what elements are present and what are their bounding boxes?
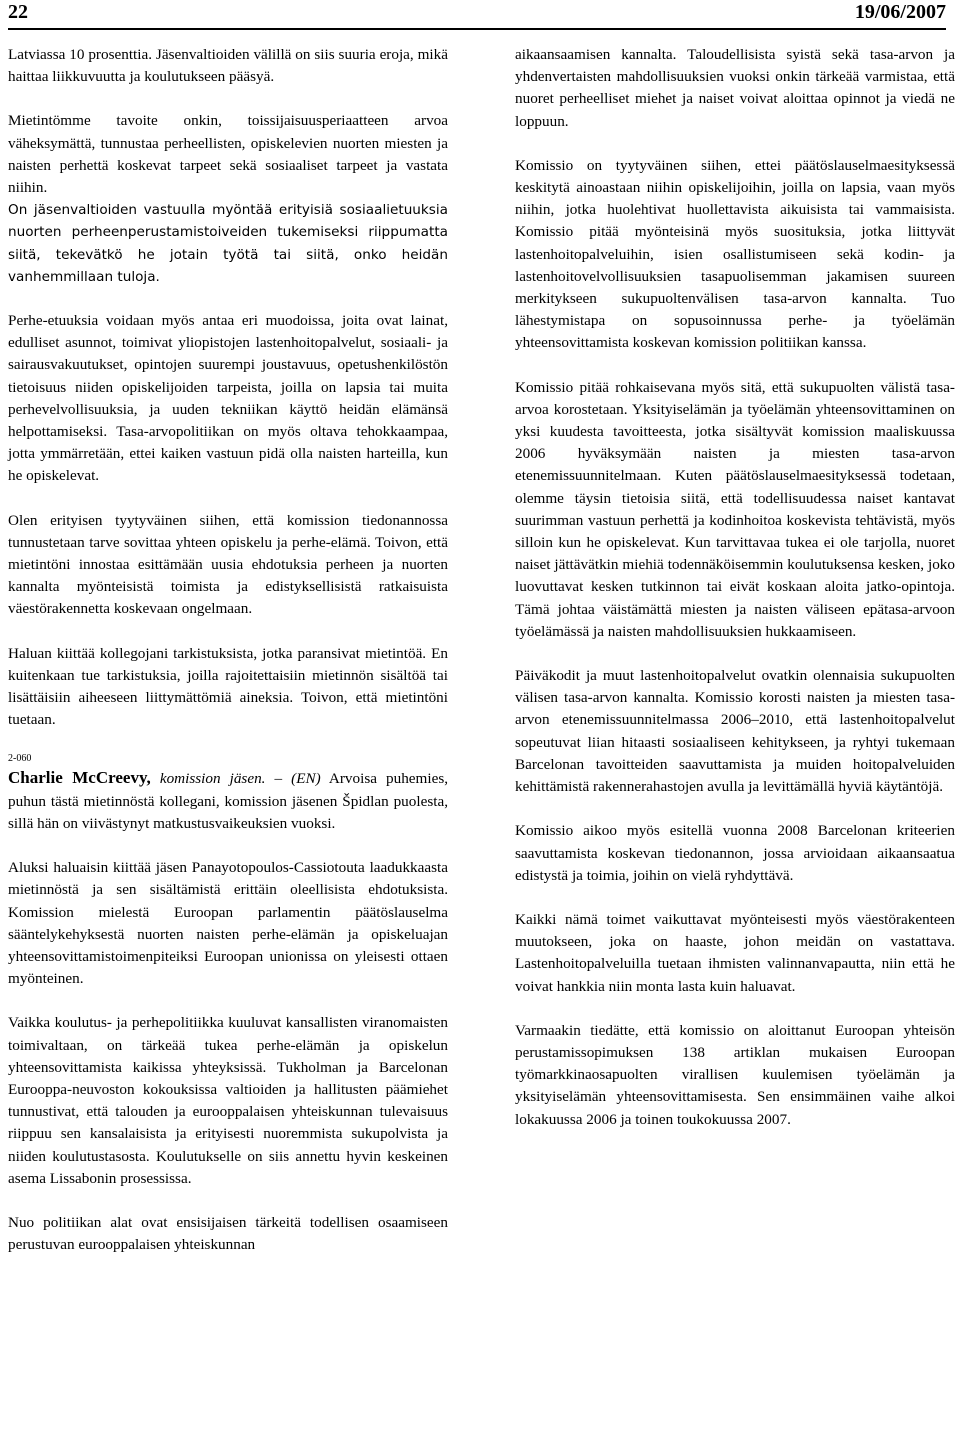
paragraph-part: Arvoisa puhemies, puhun tästä mietinnöstä kollegani, komission jäsenen Špidlan puolesta, sillä hän on viivästynyt matkustusvaikeuksien vuoksi. (8, 770, 449, 832)
paragraph: Kaikki nämä toimet vaikuttavat myönteisesti myös väestörakenteen muutokseen, joka on haaste, johon meidän on vastattava. Lastenhoitopalveluilla tuetaan ihmisten valinnanvapautta, niin että he voivat hankkia niin monta lasta kuin haluavat. (515, 910, 955, 995)
paragraph: Komissio aikoo myös esitellä vuonna 2008 Barcelonan kriteerien saavuttamista koskevan tiedonannon, jossa arvioidaan aikaansaatua edistystä ja toimia, joihin on vielä ryhdyttävä. (515, 822, 955, 884)
page-date: 19/06/2007 (854, 1, 946, 23)
paragraph: Varmaakin tiedätte, että komissio on aloittanut Euroopan yhteisön perustamissopimuksen 138 artiklan mukaisen Euroopan työmarkkinaosapuolten virallisen kuulemisen työelämän ja yksityiselämän yhteensovittamisesta. Sen ensimmäinen vaihe alkoi lokakuussa 2006 ja toinen toukokuussa 2007. (515, 1021, 955, 1128)
paragraph: Aluksi haluaisin kiittää jäsen Panayotopoulos-Cassiotouta laadukkaasta mietinnöstä ja sen sisältämistä erittäin oleellisista ehdotuksista. Komission mielestä Euroopan parlamentin päätöslauselma sääntelykehyksestä nuorten naisten perhe-elämän ja opiskeluajan yhteensovittamistoimenpiteiksi Euroopan unionissa on yleisesti ottaen myönteinen. (8, 859, 448, 988)
paragraph (8, 310, 448, 488)
paragraph: aikaansaamisen kannalta. Taloudellisista syistä sekä tasa-arvon ja yhdenvertaisten mahdollisuuksien vuoksi onkin tärkeää varmistaa, että nuoret perheelliset miehet ja naiset voivat aloittaa opinnot ja viedä ne loppuun. (515, 46, 955, 130)
paragraph: Mietintömme tavoite onkin, toissijaisuusperiaatteen arvoa väheksymättä, tunnustaa perheellisten, opiskelevien nuorten miesten ja naisten perhettä koskevat tarpeet sekä sosiaaliset tarpeet ja vastata niihin. (8, 112, 448, 197)
dash: – (265, 770, 292, 788)
paragraph: Haluan kiittää kollegojani tarkistuksista, jotka paransivat mietintöä. En kuitenkaan tue tarkistuksia, joilla rajoitettaisiin mietinnön sisältöä tai lisättäisiin aiheeseen liittymättömiä aineksia. Toivon, että mietintöni tuetaan. (8, 644, 448, 729)
paragraph: Päiväkodit ja muut lastenhoitopalvelut ovatkin olennaisia sukupuolten välisen tasa-arvon kannalta. Komissio korosti naisten ja miesten tasa-arvon etenemissuunnitelmassa 2006–2010, että lastenhoitopalvelut sopeutuvat liian hitaasti sosiaaliseen kehitykseen, ja ryhtyi tukemaan Barcelonan tavoitteiden saavuttamista ja muiden hoitopalveluiden kehittämistä rakennerahastojen avulla ja levittämällä hyviä käytäntöjä. (515, 667, 955, 796)
paragraph (8, 510, 448, 621)
paragraph-part: Tasa-arvopolitiikan on myös oltava tehokkaampaa, jotta ymmärretään, ettei kaiken vastuun pidä olla naisten harteilla, kun he opiskelevat. (8, 423, 449, 485)
paragraph: Vaikka koulutus- ja perhepolitiikka kuuluvat kansallisten viranomaisten toimivaltaan, on tärkeää tukea perhe-elämän ja opiskelun yhteensovittamista kaikissa yhteyksissä. Tukholman ja Barcelonan Eurooppa-neuvoston kokouksissa valtioiden ja hallitusten päämiehet tunnustivat, että talouden ja eurooppalaisen yhteiskunnan tulevaisuus riippuu sen kansalaisista ja erityisesti nuoremmista sukupolvista ja niiden koulutustasosta. Koulutukselle on siis annettu hyvin keskeinen asema Lissabonin prosessissa. (8, 1014, 448, 1187)
speech-paragraph (8, 767, 448, 835)
paragraph: Nuo politiikan alat ovat ensisijaisen tärkeitä todellisen osaamiseen perustuvan eurooppalaisen yhteiskunnan (8, 1213, 448, 1254)
right-column (515, 44, 955, 1153)
paragraph: On jäsenvaltioiden vastuulla myöntää erityisiä sosiaalietuuksia nuorten perheenperustamistoiveiden tukemiseksi riippumatta siitä, tekevätkö he jotain työtä tai siitä, onko heidän vanhemmillaan tuloja. (8, 202, 448, 285)
speaker-role: komission jäsen. (159, 770, 266, 788)
language-tag: (EN) (291, 770, 321, 788)
paragraph-part: Perhe-etuuksia voidaan myös antaa eri muodoissa, joita ovat lainat, edulliset asunnot, toimivat yliopistojen lastenhoitopalvelut, sosiaali- ja sairausvakuutukset, opintojen suurempi joustavuus, opetushenkilöstön tietoisuus niiden opiskelijoiden tarpeista, joilla on lapsia tai muita perhevelvollisuuksia, ja uuden tekniikan käyttö heidän elämänsä helpottamiseksi. (8, 312, 448, 441)
speaker-name: Charlie McCreevy, (8, 768, 151, 788)
paragraph-part: Olen erityisen tyytyväinen siihen, että komission tiedonannossa tunnustetaan tarve sovittaa yhteen opiskelu ja perhe-elämä. (8, 511, 448, 551)
paragraph: Latviassa 10 prosenttia. Jäsenvaltioiden välillä on siis suuria eroja, mikä haittaa liikkuvuutta ja koulutukseen pääsyä. (8, 46, 448, 86)
left-column (8, 44, 448, 1278)
page-number: 22 (8, 1, 28, 23)
page-header (8, 0, 946, 30)
paragraph: Komissio on tyytyväinen siihen, ettei päätöslauselmaesityksessä keskitytä ainoastaan niihin opiskelijoihin, joilla on lapsia, vaan myös niihin, jotka huolehtivat huollettavista aikuisista tai vammaisista. Komissio pitää myönteisinä myös suosituksia, jotka liittyvät lastenhoitopalveluihin, isien osallistumiseen sekä kodin- ja lastenhoitovelvollisuuksien tasapuolisemman jakamisen suureen merkitykseen sukupuoltenvälisen tasa-arvon kannalta. Tuo lähestymistapa on sopusoinnussa perhe- ja työelämän yhteensovittamista koskevan komission politiikan kanssa. (515, 156, 955, 352)
speech-code: 2-060 (8, 753, 32, 765)
paragraph: Komissio pitää rohkaisevana myös sitä, että sukupuolten välistä tasa-arvoa korostetaan. Yksityiselämän ja työelämän yhteensovittaminen on yksi kuudesta tavoitteesta, jotka sisältyvät komission maaliskuussa 2006 hyväksymään naisten ja miesten tasa-arvon etenemissuunnitelmaan. Kuten päätöslauselmaesityksessä todetaan, olemme täysin tietoisia siitä, että todellisuudessa naiset kantavat suurimman vastuun perhettä ja kodinhoitoa koskevista tehtävistä, myös silloin kun he opiskelevat. Kun tarvittavaa tukea ei ole tarjolla, nuoret naiset jättävätkin miehiä todennäköisemmin koulutuksensa kesken, joko luovuttavat kesken tutkinnon tai eivät koskaan aloita jatko-opintoja. Tämä johtaa väistämättä miesten ja naisten väliseen epätasa-arvoon työelämässä ja naisten mahdollisuuksien hukkaamiseen. (515, 378, 955, 640)
paragraph-part: Toivon, että mietintöni innostaa esittämään uusia ehdotuksia perheen ja nuorten kannalta myönteisistä toimista ja edistyksellisistä ratkaisuista väestörakennetta koskevaan ongelmaan. (8, 533, 448, 618)
